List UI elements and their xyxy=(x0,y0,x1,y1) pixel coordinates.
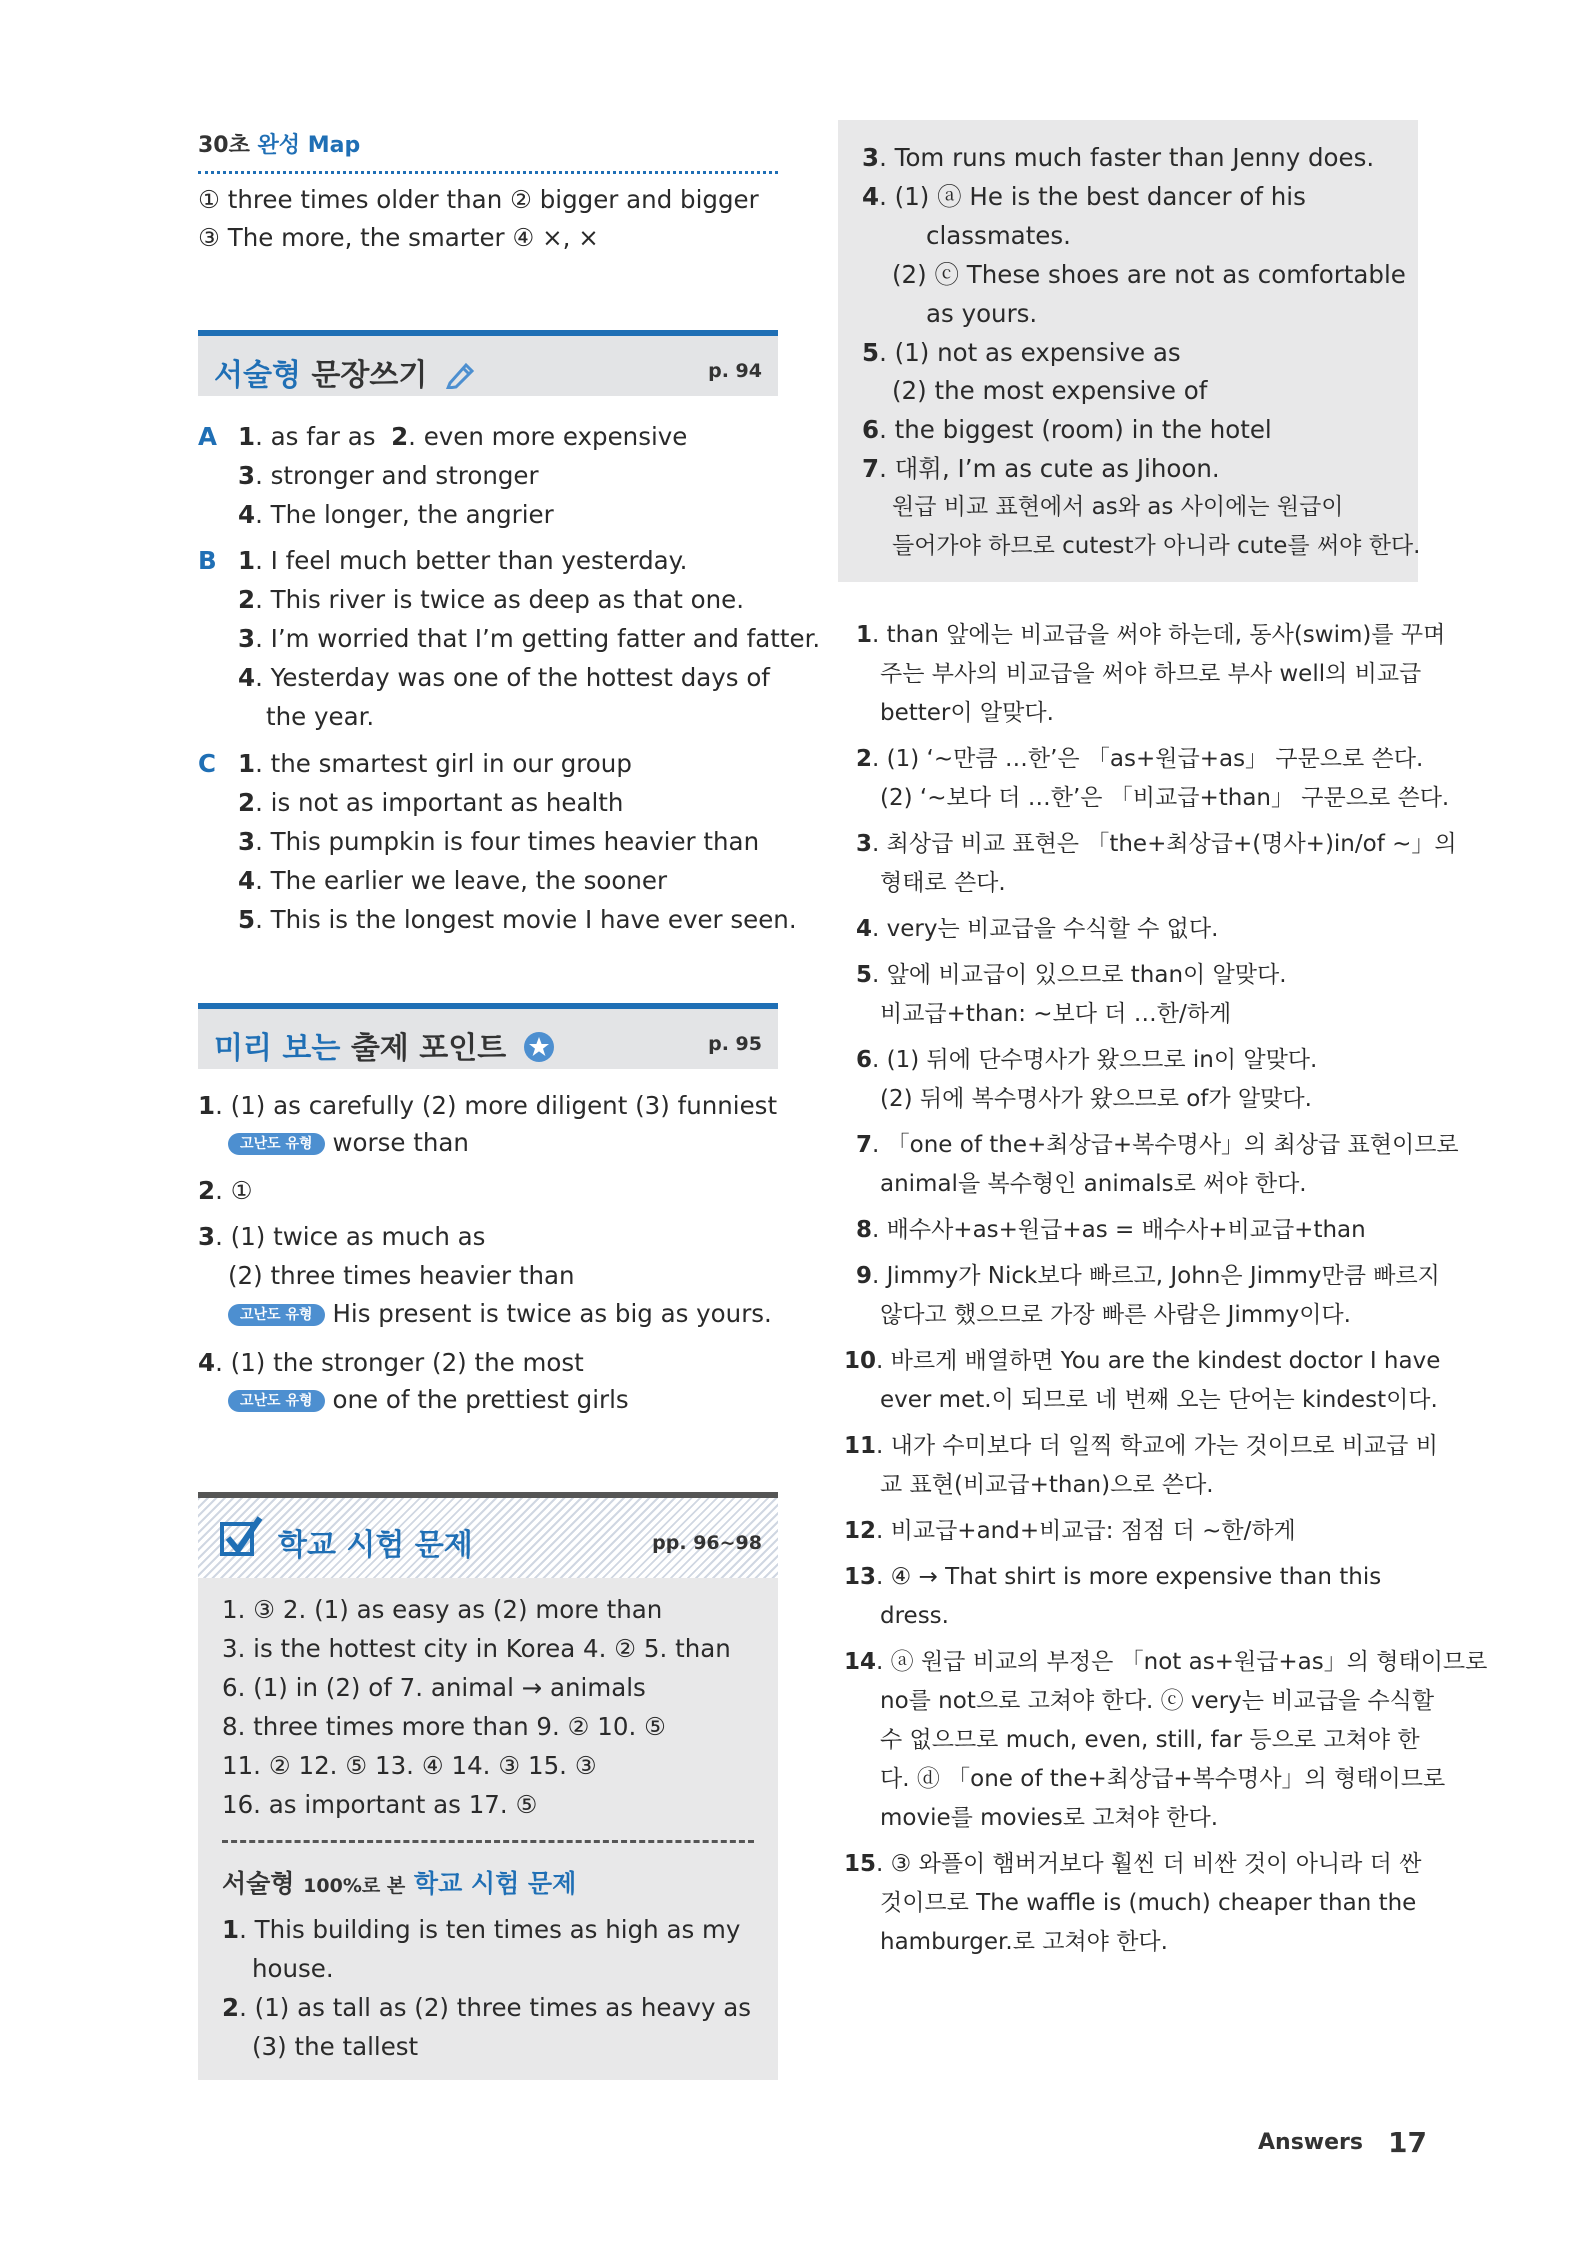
exam-line: 1. ③ 2. (1) as easy as (2) more than xyxy=(222,1595,663,1624)
list-item: 4. Yesterday was one of the hottest days of xyxy=(238,663,770,692)
list-item: 고난도 유형 one of the prettiest girls xyxy=(228,1388,629,1413)
points-page-ref: p. 95 xyxy=(708,1033,762,1055)
explanation-line: 않다고 했으므로 가장 빠른 사람은 Jimmy이다. xyxy=(880,1302,1351,1328)
explanation-line: no를 not으로 고쳐야 한다. ⓒ very는 비교급을 수식할 xyxy=(880,1688,1435,1714)
explanation-line: 다. ⓓ 「one of the+최상급+복수명사」의 형태이므로 xyxy=(880,1766,1446,1792)
map-divider xyxy=(198,171,778,174)
explanation-line: 교 표현(비교급+than)으로 쓴다. xyxy=(880,1472,1214,1498)
footer-label: Answers xyxy=(1258,2130,1363,2155)
explanation-line: 2. (1) ‘~만큼 …한’은 「as+원급+as」 구문으로 쓴다. xyxy=(856,746,1424,772)
writing-title: 서술형 문장쓰기 xyxy=(214,350,478,394)
writing-page-ref: p. 94 xyxy=(708,360,762,382)
list-item: (2) the most expensive of xyxy=(892,376,1208,405)
list-item: 1. the smartest girl in our group xyxy=(238,749,632,778)
explanation-line: 11. 내가 수미보다 더 일찍 학교에 가는 것이므로 비교급 비 xyxy=(844,1433,1438,1459)
explanation-line: 주는 부사의 비교급을 써야 하므로 부사 well의 비교급 xyxy=(880,661,1422,687)
exam-divider xyxy=(222,1840,754,1843)
explanation-line: 비교급+than: ~보다 더 …한/하게 xyxy=(880,1001,1232,1027)
explanation-line: better이 알맞다. xyxy=(880,700,1054,726)
difficulty-badge: 고난도 유형 xyxy=(228,1133,325,1155)
list-item: 1. I feel much better than yesterday. xyxy=(238,546,688,575)
list-item: 4. The earlier we leave, the sooner xyxy=(238,866,668,895)
explanation-line: 9. Jimmy가 Nick보다 빠르고, John은 Jimmy만큼 빠르지 xyxy=(856,1263,1440,1289)
exam-page-ref: pp. 96~98 xyxy=(652,1532,762,1554)
explanation-line: dress. xyxy=(880,1603,949,1629)
exam-header xyxy=(198,1492,778,1578)
explanation-line: animal을 복수형인 animals로 써야 한다. xyxy=(880,1171,1307,1197)
map-line: ① three times older than ② bigger and bigger xyxy=(198,185,759,214)
section-letter-a: A xyxy=(198,422,217,451)
list-item: 1. (1) as carefully (2) more diligent (3) funniest xyxy=(198,1091,778,1120)
section-letter-b: B xyxy=(198,546,217,575)
list-item: 4. (1) the stronger (2) the most xyxy=(198,1348,584,1377)
list-item: classmates. xyxy=(926,221,1071,250)
explanation-line: 10. 바르게 배열하면 You are the kindest doctor I have xyxy=(844,1348,1441,1374)
list-item: 2. This river is twice as deep as that one. xyxy=(238,585,745,614)
list-item: 3. stronger and stronger xyxy=(238,461,539,490)
list-item: (3) the tallest xyxy=(252,2032,419,2061)
map-title-a: 30초 xyxy=(198,133,250,158)
list-item: 5. This is the longest movie I have ever seen. xyxy=(238,905,797,934)
map-title-c: Map xyxy=(307,133,361,158)
list-item: 1. as far as 2. even more expensive xyxy=(238,422,688,451)
explanation-line: ever met.이 되므로 네 번째 오는 단어는 kindest이다. xyxy=(880,1387,1438,1413)
explanation-line: 3. 최상급 비교 표현은 「the+최상급+(명사+)in/of ~」의 xyxy=(856,831,1457,857)
list-item: 3. Tom runs much faster than Jenny does. xyxy=(862,143,1375,172)
points-header xyxy=(198,1003,778,1069)
list-item: house. xyxy=(252,1954,334,1983)
explanation-line: 15. ③ 와플이 햄버거보다 훨씬 더 비싼 것이 아니라 더 싼 xyxy=(844,1851,1422,1877)
explanation-line: 6. (1) 뒤에 단수명사가 왔으므로 in이 알맞다. xyxy=(856,1047,1318,1073)
explanation-line: 12. 비교급+and+비교급: 점점 더 ~한/하게 xyxy=(844,1518,1296,1544)
exam-title: 학교 시험 문제 xyxy=(278,1528,473,1563)
list-item: as yours. xyxy=(926,299,1038,328)
section-letter-c: C xyxy=(198,749,216,778)
list-item: 2. is not as important as health xyxy=(238,788,624,817)
difficulty-badge: 고난도 유형 xyxy=(228,1304,325,1326)
list-item: 5. (1) not as expensive as xyxy=(862,338,1181,367)
explanation-line: (2) 뒤에 복수명사가 왔으므로 of가 알맞다. xyxy=(880,1086,1312,1112)
explanation-line: 수 없으므로 much, even, still, far 등으로 고쳐야 한 xyxy=(880,1727,1420,1753)
list-item: 고난도 유형 worse than xyxy=(228,1131,469,1156)
explanation-line: movie를 movies로 고쳐야 한다. xyxy=(880,1805,1219,1831)
explanation-line: 5. 앞에 비교급이 있으므로 than이 알맞다. xyxy=(856,962,1287,988)
map-title-b: 완성 xyxy=(257,133,301,158)
pencil-icon xyxy=(444,359,478,389)
list-item: 원급 비교 표현에서 as와 as 사이에는 원급이 xyxy=(892,494,1344,520)
explanation-line: hamburger.로 고쳐야 한다. xyxy=(880,1929,1168,1955)
explanation-line: 형태로 쓴다. xyxy=(880,870,1006,896)
list-item: 3. I’m worried that I’m getting fatter and fatter. xyxy=(238,624,821,653)
explanation-line: 14. ⓐ 원급 비교의 부정은 「not as+원급+as」의 형태이므로 xyxy=(844,1649,1488,1675)
list-item: 7. 대휘, I’m as cute as Jihoon. xyxy=(862,454,1220,483)
writing-header xyxy=(198,330,778,396)
explanation-line: 4. very는 비교급을 수식할 수 없다. xyxy=(856,916,1219,942)
list-item: 고난도 유형 His present is twice as big as yours. xyxy=(228,1302,772,1327)
explanation-line: 13. ④ → That shirt is more expensive than this xyxy=(844,1564,1382,1590)
exam-line: 8. three times more than 9. ② 10. ⑤ xyxy=(222,1712,667,1741)
list-item: 2. (1) as tall as (2) three times as heavy as xyxy=(222,1993,752,2022)
exam-line: 3. is the hottest city in Korea 4. ② 5. than xyxy=(222,1634,731,1663)
list-item: the year. xyxy=(266,702,375,731)
list-item: 3. This pumpkin is four times heavier than xyxy=(238,827,760,856)
explanation-line: 것이므로 The waffle is (much) cheaper than the xyxy=(880,1890,1417,1916)
explanation-line: 7. 「one of the+최상급+복수명사」의 최상급 표현이므로 xyxy=(856,1132,1459,1158)
list-item: 6. the biggest (room) in the hotel xyxy=(862,415,1272,444)
list-item: 들어가야 하므로 cutest가 아니라 cute를 써야 한다. xyxy=(892,533,1421,559)
map-line: ③ The more, the smarter ④ ×, × xyxy=(198,223,599,252)
list-item: (2) three times heavier than xyxy=(228,1261,575,1290)
list-item: 4. (1) ⓐ He is the best dancer of his xyxy=(862,182,1306,211)
list-item: (2) ⓒ These shoes are not as comfortable xyxy=(892,260,1406,289)
explanation-line: 8. 배수사+as+원급+as = 배수사+비교급+than xyxy=(856,1217,1366,1243)
explanation-line: (2) ‘~보다 더 …한’은 「비교급+than」 구문으로 쓴다. xyxy=(880,785,1450,811)
list-item: 3. (1) twice as much as xyxy=(198,1222,486,1251)
points-title: 미리 보는 출제 포인트 xyxy=(214,1023,555,1067)
exam-box xyxy=(198,1492,778,2080)
difficulty-badge: 고난도 유형 xyxy=(228,1390,325,1412)
star-icon xyxy=(523,1031,555,1063)
list-item: 4. The longer, the angrier xyxy=(238,500,554,529)
list-item: 2. ① xyxy=(198,1176,253,1205)
explanation-line: 1. than 앞에는 비교급을 써야 하는데, 동사(swim)를 꾸며 xyxy=(856,622,1446,648)
exam-subtitle: 서술형 100%로 본 학교 시험 문제 xyxy=(222,1869,577,1898)
page-number: 17 xyxy=(1388,2126,1427,2159)
exam-line: 16. as important as 17. ⑤ xyxy=(222,1790,538,1819)
checkbox-icon xyxy=(218,1512,266,1560)
exam-line: 11. ② 12. ⑤ 13. ④ 14. ③ 15. ③ xyxy=(222,1751,597,1780)
list-item: 1. This building is ten times as high as my xyxy=(222,1915,741,1944)
exam-line: 6. (1) in (2) of 7. animal → animals xyxy=(222,1673,646,1702)
map-title xyxy=(198,128,360,159)
